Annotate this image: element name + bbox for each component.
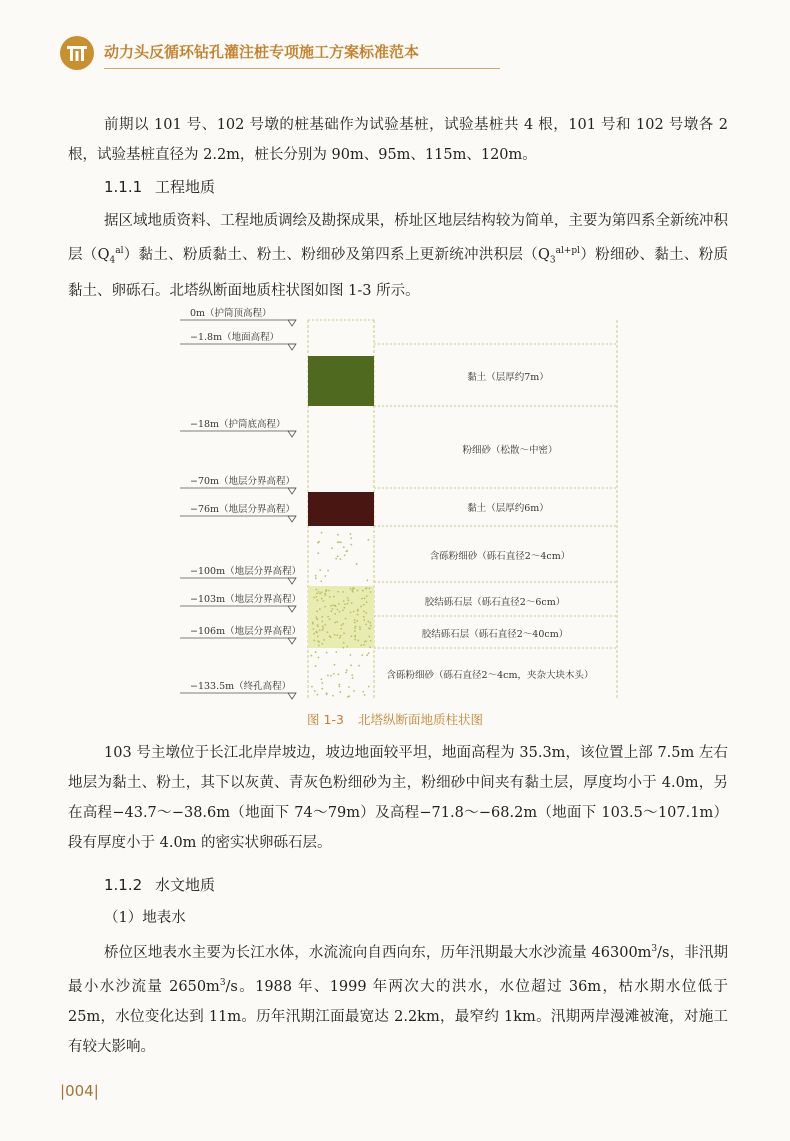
gravel-dot (340, 635, 342, 637)
gravel-dot (343, 632, 345, 634)
gravel-dot (330, 610, 332, 612)
sand-dot (327, 675, 329, 677)
sand-dot (311, 686, 313, 688)
elevation-triangle-icon (288, 344, 296, 350)
gravel-dot (321, 598, 323, 600)
gravel-dot (323, 639, 325, 641)
sand-dot (337, 534, 339, 536)
gravel-dot (350, 611, 352, 613)
paragraph-text: 桥位区地表水主要为长江水体，水流流向自西向东，历年汛期最大水沙流量 $46300m^3/s$，非汛期最小水沙流量 $2650m^3/s$。1988 年、1999 年两次大的洪水，水位超过 36m，枯水期水位低于 25m，水位变化达到 11m。历年汛期江面最宽达 2.2km，最窄约 1km。汛期两岸漫滩被淹，对施工有较大影响。 (68, 944, 729, 1055)
figure-caption (0, 710, 790, 728)
sand-dot (326, 693, 328, 695)
elevation-triangle-icon (288, 488, 296, 494)
gravel-dot (351, 602, 353, 604)
gravel-dot (354, 627, 356, 629)
paragraph-strata (68, 206, 728, 306)
gravel-dot (317, 626, 319, 628)
gravel-dot (363, 604, 365, 606)
gravel-dot (327, 616, 329, 618)
gravel-dot (364, 641, 366, 643)
gravel-dot (364, 597, 366, 599)
sand-dot (353, 690, 355, 692)
gravel-dot (313, 633, 315, 635)
sand-dot (338, 541, 340, 543)
elevation-triangle-icon (288, 516, 296, 522)
sand-dot (346, 669, 348, 671)
gravel-dot (319, 629, 321, 631)
sand-dot (331, 547, 333, 549)
sand-dot (332, 695, 334, 697)
gravel-dot (363, 610, 365, 612)
paragraph-surface-water (68, 934, 728, 1062)
sand-dot (315, 575, 317, 577)
gravel-dot (343, 600, 345, 602)
gravel-dot (346, 646, 348, 648)
sand-dot (340, 558, 342, 560)
gravel-dot (337, 634, 339, 636)
gravel-dot (366, 587, 368, 589)
gravel-dot (347, 603, 349, 605)
sand-dot (345, 672, 347, 674)
gravel-dot (336, 621, 338, 623)
gravel-dot (330, 636, 332, 638)
sand-dot (318, 657, 320, 659)
gravel-dot (316, 610, 318, 612)
sand-dot (334, 664, 336, 666)
sand-dot (316, 694, 318, 696)
gravel-dot (324, 624, 326, 626)
layer-label: 黏土（层厚约7m） (467, 372, 549, 383)
sand-dot (348, 695, 350, 697)
gravel-dot (342, 609, 344, 611)
gravel-dot (365, 623, 367, 625)
sand-dot (339, 691, 341, 693)
elevation-triangle-icon (288, 431, 296, 437)
figure-caption-text: 北塔纵断面地质柱状图 (357, 712, 483, 727)
gravel-dot (356, 620, 358, 622)
gravel-dot (337, 609, 339, 611)
sand-dot (321, 532, 323, 534)
gravel-dot (315, 589, 317, 591)
sand-dot (364, 694, 366, 696)
layer-label: 胶结砾石层（砾石直径2～6cm） (424, 597, 566, 608)
sand-dot (311, 655, 313, 657)
sand-dot (349, 654, 351, 656)
sand-dot (333, 673, 335, 675)
sand-dot (315, 651, 317, 653)
gravel-dot (334, 634, 336, 636)
gravel-dot (359, 628, 361, 630)
gravel-dot (362, 590, 364, 592)
layer-label: 含砾粉细砂（砾石直径2～4cm，夹杂大块木头） (386, 670, 594, 681)
elevation-label: −1.8m（地面高程） (190, 332, 280, 343)
gravel-dot (329, 596, 331, 598)
gravel-dot (361, 598, 363, 600)
elevation-label: −103m（地层分界高程） (190, 594, 302, 605)
sand-dot (315, 665, 317, 667)
gravel-dot (369, 588, 371, 590)
gravel-dot (341, 624, 343, 626)
elevation-triangle-icon (288, 320, 296, 326)
gravel-dot (334, 613, 336, 615)
gravel-dot (342, 591, 344, 593)
gravel-dot (321, 643, 323, 645)
gravel-dot (316, 599, 318, 601)
gravel-dot (363, 619, 365, 621)
sand-dot (327, 570, 329, 572)
gravel-dot (369, 622, 371, 624)
gravel-dot (322, 625, 324, 627)
gravel-dot (369, 628, 371, 630)
sand-dot (337, 673, 339, 675)
gravel-dot (357, 614, 359, 616)
gravel-dot (312, 621, 314, 623)
sand-dot (350, 544, 352, 546)
gravel-dot (354, 619, 356, 621)
gravel-dot (354, 622, 356, 624)
sand-dot (315, 577, 317, 579)
sand-dot (344, 554, 346, 556)
page-number: |004| (60, 1082, 99, 1100)
layer-clay-middle (308, 492, 374, 526)
gravel-dot (321, 616, 323, 618)
sand-dot (350, 537, 352, 539)
gravel-dot (366, 595, 368, 597)
gravel-dot (357, 640, 359, 642)
geological-column-figure (170, 306, 640, 706)
gravel-dot (329, 618, 331, 620)
gravel-dot (340, 628, 342, 630)
gravel-dot (326, 589, 328, 591)
layer-label: 粉细砂（松散～中密） (462, 445, 558, 456)
sand-dot (358, 665, 360, 667)
elevation-label: −70m（地层分界高程） (190, 476, 296, 487)
sand-dot (348, 686, 350, 688)
gravel-dot (354, 626, 356, 628)
gravel-dot (363, 616, 365, 618)
gravel-dot (369, 646, 371, 648)
gravel-dot (359, 626, 361, 628)
gravel-dot (368, 636, 370, 638)
gravel-dot (321, 620, 323, 622)
gravel-dot (347, 599, 349, 601)
gravel-dot (370, 591, 372, 593)
gravel-dot (345, 618, 347, 620)
gravel-dot (330, 605, 332, 607)
gravel-dot (339, 637, 341, 639)
sand-dot (321, 682, 323, 684)
sand-dot (368, 652, 370, 654)
gravel-dot (317, 635, 319, 637)
gravel-dot (367, 621, 369, 623)
sand-dot (367, 539, 369, 541)
sand-dot (326, 652, 328, 654)
elevation-label: −18m（护筒底高程） (190, 419, 286, 430)
gravel-dot (344, 603, 346, 605)
layer-label: 黏土（层厚约6m） (467, 503, 549, 514)
sand-dot (361, 654, 363, 656)
section-heading-hydrogeology (104, 874, 215, 895)
sand-dot (317, 552, 319, 554)
gravel-dot (338, 603, 340, 605)
sand-dot (356, 563, 358, 565)
gravel-dot (324, 593, 326, 595)
sand-dot (352, 677, 354, 679)
gravel-dot (315, 596, 317, 598)
gravel-dot (318, 645, 320, 647)
gravel-dot (366, 601, 368, 603)
sand-dot (366, 580, 368, 582)
layer-clay-top (308, 356, 374, 406)
sand-dot (320, 580, 322, 582)
gravel-dot (313, 628, 315, 630)
sand-dot (335, 558, 337, 560)
header-rule (104, 68, 500, 69)
sand-dot (350, 664, 352, 666)
gravel-dot (365, 612, 367, 614)
header-title: 动力头反循环钻孔灌注桩专项施工方案标准范本 (104, 43, 420, 61)
gravel-dot (354, 630, 356, 632)
gravel-dot (322, 629, 324, 631)
gravel-dot (342, 623, 344, 625)
gravel-dot (354, 639, 356, 641)
gravel-dot (316, 592, 318, 594)
gravel-dot (318, 641, 320, 643)
elevation-triangle-icon (288, 578, 296, 584)
gravel-dot (343, 607, 345, 609)
paragraph-pier-103 (68, 738, 728, 858)
elevation-label: −100m（地层分界高程） (190, 566, 302, 577)
gravel-dot (327, 631, 329, 633)
gravel-dot (343, 642, 345, 644)
gravel-dot (332, 604, 334, 606)
gravel-dot (313, 597, 315, 599)
gravel-dot (363, 644, 365, 646)
sand-dot (321, 688, 323, 690)
gravel-dot (332, 608, 334, 610)
gravel-dot (351, 589, 353, 591)
gravel-dot (334, 605, 336, 607)
layer-label: 胶结砾石层（砾石直径2～40cm） (421, 629, 569, 640)
gravel-dot (337, 591, 339, 593)
figure-caption-label: 图 1-3 (307, 712, 344, 727)
gravel-dot (322, 600, 324, 602)
sand-dot (340, 541, 342, 543)
subheading-surface-water: （1）地表水 (104, 910, 186, 926)
gravel-dot (360, 644, 362, 646)
elevation-label: −133.5m（终孔高程） (190, 681, 292, 692)
section-heading-engineering-geology (104, 176, 215, 197)
gravel-dot (360, 606, 362, 608)
elevation-label: −76m（地层分界高程） (190, 504, 296, 515)
paragraph-text: 据区域地质资料、工程地质调绘及勘探成果，桥址区地层结构较为简单，主要为第四系全新统冲积层$(Q_4^{al})$黏土、粉质黏土、粉土、粉细砂及第四系上更新统冲洪积层$(Q_3^{al+pl})$粉细砂、黏土、粉质黏土、卵砾石。北塔纵断面地质柱状图如图 1-3 所示。 (68, 213, 729, 299)
heading-text: 水文地质 (154, 876, 215, 894)
sand-dot (314, 690, 316, 692)
gravel-dot (324, 606, 326, 608)
heading-text: 工程地质 (154, 178, 215, 196)
gravel-dot (351, 635, 353, 637)
paragraph-text: 前期以 101 号、102 号墩的桩基础作为试验基桩，试验基桩共 4 根，101 号和 102 号墩各 2 根，试验基桩直径为 2.2m，桩长分别为 90m、95m、115m、120m。 (68, 117, 728, 163)
gravel-dot (321, 591, 323, 593)
gravel-dot (313, 639, 315, 641)
sand-dot (330, 675, 332, 677)
gravel-dot (357, 609, 359, 611)
sand-dot (350, 533, 352, 535)
elevation-label: 0m（护筒顶高程） (190, 308, 272, 319)
gravel-dot (342, 647, 344, 649)
gravel-dot (324, 594, 326, 596)
gravel-dot (357, 590, 359, 592)
gravel-dot (333, 596, 335, 598)
sand-dot (362, 691, 364, 693)
elevation-triangle-icon (288, 638, 296, 644)
gravel-dot (316, 631, 318, 633)
sand-dot (368, 686, 370, 688)
running-header (60, 36, 500, 70)
gravel-dot (328, 590, 330, 592)
gravel-dot (316, 618, 318, 620)
paragraph-text: 103 号主墩位于长江北岸岸坡边，坡边地面较平坦，地面高程为 35.3m，该位置上部 7.5m 左右地层为黏土、粉土，其下以灰黄、青灰色粉细砂为主，粉细砂中间夹有黏土层，厚度均小于 4.0m，另在高程−43.7～−38.6m（地面下 74～79m）及高程−71.8～−68.2m（地面下 103.5～107.1m）段有厚度小于 4.0m 的密实状卵砾石层。 (68, 745, 728, 851)
heading-number: 1.1.2 (104, 876, 143, 894)
sand-dot (366, 654, 368, 656)
gravel-dot (350, 588, 352, 590)
elevation-label: −106m（地层分界高程） (190, 626, 302, 637)
sand-dot (338, 685, 340, 687)
sand-dot (338, 684, 340, 686)
gravel-dot (370, 625, 372, 627)
gravel-dot (334, 622, 336, 624)
gravel-dot (339, 611, 341, 613)
book-logo-icon (60, 36, 94, 70)
gravel-dot (347, 597, 349, 599)
sand-dot (321, 678, 323, 680)
gravel-dot (352, 587, 354, 589)
sand-dot (343, 546, 345, 548)
gravel-dot (319, 593, 321, 595)
elevation-triangle-icon (288, 693, 296, 699)
paragraph-test-piles (68, 110, 728, 170)
gravel-dot (353, 611, 355, 613)
gravel-dot (370, 640, 372, 642)
sand-dot (346, 550, 348, 552)
gravel-dot (319, 608, 321, 610)
layer-label: 含砾粉细砂（砾石直径2～4cm） (429, 551, 571, 562)
gravel-dot (318, 591, 320, 593)
sand-dot (324, 575, 326, 577)
heading-number: 1.1.1 (104, 178, 143, 196)
sand-dot (337, 555, 339, 557)
elevation-triangle-icon (288, 606, 296, 612)
sand-dot (318, 541, 320, 543)
sand-dot (319, 569, 321, 571)
gravel-dot (354, 635, 356, 637)
sand-dot (351, 674, 353, 676)
gravel-dot (322, 628, 324, 630)
sand-dot (335, 651, 337, 653)
